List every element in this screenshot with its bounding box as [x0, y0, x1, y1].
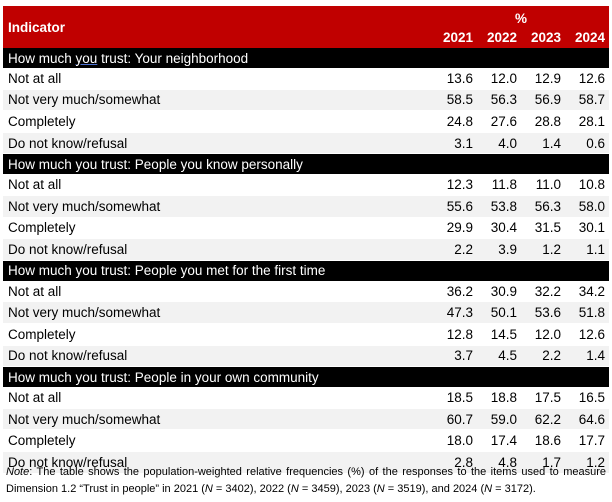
note-n-2024: = 3172). — [492, 482, 536, 495]
value-cell-2021: 12.3 — [433, 174, 477, 195]
value-cell-2021: 58.5 — [433, 89, 477, 111]
value-cell-2023: 28.8 — [521, 111, 565, 133]
table-row — [3, 111, 609, 133]
row-label: Completely — [3, 217, 433, 239]
value-cell-2021: 12.8 — [433, 323, 477, 345]
value-cell-2021: 24.8 — [433, 111, 477, 133]
row-label: Not at all — [3, 174, 433, 195]
value-cell-2024: 17.7 — [565, 430, 609, 452]
table-row — [3, 430, 609, 452]
value-cell-2024: 58.7 — [565, 89, 609, 111]
note-n-symbol: N — [376, 482, 385, 495]
table-note — [6, 464, 606, 497]
value-cell-2022: 4.0 — [477, 132, 521, 154]
value-cell-2024: 34.2 — [565, 281, 609, 302]
row-label: Completely — [3, 111, 433, 133]
row-label: Do not know/refusal — [3, 132, 433, 154]
value-cell-2023: 56.9 — [521, 89, 565, 111]
value-cell-2021: 13.6 — [433, 68, 477, 89]
value-cell-2024: 0.6 — [565, 132, 609, 154]
row-label: Not very much/somewhat — [3, 408, 433, 430]
section-header-row — [3, 154, 609, 175]
table-row — [3, 239, 609, 261]
value-cell-2024: 1.2 — [565, 451, 609, 473]
value-cell-2024: 10.8 — [565, 174, 609, 195]
section-title-text: How much you trust: People in your own community — [8, 369, 319, 385]
section-title-text: How much you trust: People you know personally — [8, 156, 303, 172]
year-header-2023: 2023 — [521, 27, 565, 48]
value-cell-2023: 12.9 — [521, 68, 565, 89]
trust-table — [3, 6, 609, 474]
row-label: Not very much/somewhat — [3, 195, 433, 217]
value-cell-2021: 2.8 — [433, 451, 477, 473]
note-text-1: : The table shows the population-weighted relative frequencies (%) of the responses to the items used to measure Dimension 1.2 “Trust in people” in 2021 ( — [6, 466, 606, 495]
row-label: Not at all — [3, 68, 433, 89]
value-cell-2021: 18.5 — [433, 387, 477, 408]
value-cell-2022: 30.4 — [477, 217, 521, 239]
value-cell-2022: 53.8 — [477, 195, 521, 217]
value-cell-2022: 11.8 — [477, 174, 521, 195]
table-row — [3, 345, 609, 367]
table-row — [3, 132, 609, 154]
section-title-suffix: trust: Your neighborhood — [97, 50, 249, 66]
value-cell-2021: 18.0 — [433, 430, 477, 452]
unit-header: % — [433, 6, 609, 27]
section-title-text: How much — [8, 50, 76, 66]
value-cell-2024: 1.1 — [565, 239, 609, 261]
value-cell-2023: 2.2 — [521, 345, 565, 367]
note-n-symbol: N — [484, 482, 493, 495]
year-header-2024: 2024 — [565, 27, 609, 48]
value-cell-2022: 30.9 — [477, 281, 521, 302]
row-label: Not very much/somewhat — [3, 89, 433, 111]
value-cell-2024: 16.5 — [565, 387, 609, 408]
value-cell-2022: 12.0 — [477, 68, 521, 89]
value-cell-2024: 1.4 — [565, 345, 609, 367]
value-cell-2022: 18.8 — [477, 387, 521, 408]
section-title — [3, 48, 609, 68]
table-row — [3, 387, 609, 408]
value-cell-2024: 12.6 — [565, 323, 609, 345]
value-cell-2024: 58.0 — [565, 195, 609, 217]
row-label: Do not know/refusal — [3, 345, 433, 367]
note-n-2023: = 3519), and 2024 ( — [384, 482, 485, 495]
note-n-2021: = 3402), 2022 ( — [212, 482, 291, 495]
value-cell-2024: 12.6 — [565, 68, 609, 89]
value-cell-2023: 11.0 — [521, 174, 565, 195]
table-row — [3, 89, 609, 111]
row-label: Do not know/refusal — [3, 451, 433, 473]
value-cell-2023: 1.7 — [521, 451, 565, 473]
row-label: Completely — [3, 323, 433, 345]
value-cell-2021: 36.2 — [433, 281, 477, 302]
value-cell-2021: 3.7 — [433, 345, 477, 367]
value-cell-2023: 1.2 — [521, 239, 565, 261]
value-cell-2022: 59.0 — [477, 408, 521, 430]
row-label: Not very much/somewhat — [3, 302, 433, 324]
section-header-row — [3, 48, 609, 68]
row-label: Completely — [3, 430, 433, 452]
value-cell-2023: 56.3 — [521, 195, 565, 217]
section-title — [3, 154, 609, 175]
section-title — [3, 260, 609, 281]
value-cell-2021: 47.3 — [433, 302, 477, 324]
table-row — [3, 68, 609, 89]
table-row — [3, 323, 609, 345]
table-figure — [0, 6, 612, 502]
value-cell-2021: 55.6 — [433, 195, 477, 217]
year-header-2022: 2022 — [477, 27, 521, 48]
value-cell-2023: 17.5 — [521, 387, 565, 408]
value-cell-2023: 1.4 — [521, 132, 565, 154]
value-cell-2023: 53.6 — [521, 302, 565, 324]
value-cell-2022: 4.8 — [477, 451, 521, 473]
section-header-row — [3, 367, 609, 388]
value-cell-2023: 12.0 — [521, 323, 565, 345]
row-label: Not at all — [3, 281, 433, 302]
value-cell-2022: 14.5 — [477, 323, 521, 345]
section-title — [3, 367, 609, 388]
value-cell-2024: 51.8 — [565, 302, 609, 324]
table-row — [3, 195, 609, 217]
table-row — [3, 281, 609, 302]
section-title-text: How much you trust: People you met for the first time — [8, 263, 326, 279]
value-cell-2022: 4.5 — [477, 345, 521, 367]
value-cell-2024: 30.1 — [565, 217, 609, 239]
value-cell-2021: 3.1 — [433, 132, 477, 154]
value-cell-2022: 3.9 — [477, 239, 521, 261]
value-cell-2023: 32.2 — [521, 281, 565, 302]
value-cell-2021: 60.7 — [433, 408, 477, 430]
value-cell-2022: 27.6 — [477, 111, 521, 133]
value-cell-2023: 18.6 — [521, 430, 565, 452]
value-cell-2022: 56.3 — [477, 89, 521, 111]
value-cell-2023: 31.5 — [521, 217, 565, 239]
value-cell-2021: 2.2 — [433, 239, 477, 261]
row-label: Not at all — [3, 387, 433, 408]
table-row — [3, 302, 609, 324]
value-cell-2022: 17.4 — [477, 430, 521, 452]
table-header — [3, 6, 609, 48]
row-label: Do not know/refusal — [3, 239, 433, 261]
table-row — [3, 217, 609, 239]
year-header-2021: 2021 — [433, 27, 477, 48]
note-n-symbol: N — [204, 482, 213, 495]
value-cell-2022: 50.1 — [477, 302, 521, 324]
value-cell-2024: 64.6 — [565, 408, 609, 430]
value-cell-2023: 62.2 — [521, 408, 565, 430]
table-body — [3, 48, 609, 473]
section-title-you: you — [75, 50, 98, 66]
indicator-header: Indicator — [3, 6, 433, 48]
table-row — [3, 174, 609, 195]
table-row — [3, 408, 609, 430]
value-cell-2024: 28.1 — [565, 111, 609, 133]
note-label: Note — [6, 466, 30, 478]
section-header-row — [3, 260, 609, 281]
note-n-2022: = 3459), 2023 ( — [298, 482, 377, 495]
value-cell-2021: 29.9 — [433, 217, 477, 239]
note-n-symbol: N — [290, 482, 299, 495]
